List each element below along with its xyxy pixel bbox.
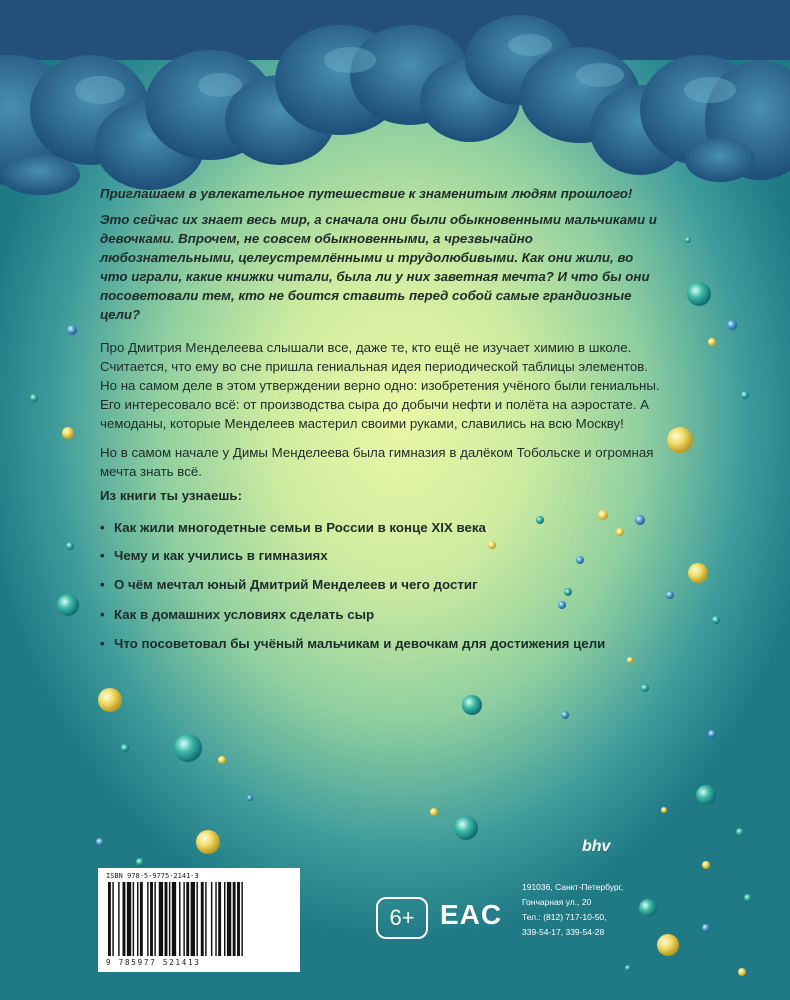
address-line: 191036, Санкт-Петербург, (522, 882, 624, 892)
body-paragraph-gymnasium: Но в самом начале у Димы Менделеева была гимназия в далёком Тобольске и огромная мечта знать всё. (100, 445, 654, 479)
learn-list-item: • Что посоветовал бы учёный мальчикам и девочкам для достижения цели (100, 636, 606, 651)
bullet-icon: • (100, 577, 105, 592)
intro-invitation: Приглашаем в увлекательное путешествие к знаменитым людям прошлого! (100, 186, 633, 201)
bullet-icon: • (100, 636, 105, 651)
bullet-icon: • (100, 607, 105, 622)
age-rating-badge: 6+ (376, 897, 428, 939)
learn-list-item: • О чём мечтал юный Дмитрий Менделеев и чего достиг (100, 577, 478, 592)
publisher-logo: bhv (582, 838, 611, 855)
eac-certification-mark: EAC (440, 899, 503, 930)
publisher-address (522, 880, 623, 940)
learn-list-item: • Как жили многодетные семьи в России в конце XIX века (100, 520, 486, 535)
intro-description: Это сейчас их знает весь мир, а сначала они были обыкновенными мальчиками и девочками. Впрочем, не совсем обыкновенными, а чрезвычайно любознательными, целеустремлёнными и трудолюбивыми. Как они жили, во что играли, какие книжки читали, была ли у них заветная мечта? И что бы они посоветовали тем, кто не боится ставить перед собой самые грандиозные цели? (100, 212, 657, 322)
learn-list-item: • Чему и как учились в гимназиях (100, 548, 328, 563)
barcode-icon (106, 882, 292, 958)
address-line: 339-54-17, 339-54-28 (522, 927, 605, 937)
address-line: Тел.: (812) 717-10-50, (522, 912, 607, 922)
barcode-panel (98, 868, 300, 972)
barcode-digits: 9 785977 521413 (106, 958, 201, 967)
bullet-icon: • (100, 548, 105, 563)
bullet-icon: • (100, 520, 105, 535)
address-line: Гончарная ул., 20 (522, 897, 592, 907)
intro-block (100, 184, 660, 491)
body-paragraph-mendeleev: Про Дмитрия Менделеева слышали все, даже те, кто ещё не изучает химию в школе. Считается, что ему во сне пришла гениальная идея периодической таблицы элементов. Но на самом деле в этом утверждении верно одно: изобретения учёного были гениальны. Его интересовало всё: от производства сыра до добычи нефти и полёта на аэростате. А чемоданы, которые Менделеев мастерил своими руками, славились на всю Москву! (100, 340, 660, 431)
isbn-number: ISBN 978-5-9775-2141-3 (106, 872, 199, 880)
learn-heading: Из книги ты узнаешь: (100, 488, 243, 503)
learn-list-item: • Как в домашних условиях сделать сыр (100, 607, 375, 622)
